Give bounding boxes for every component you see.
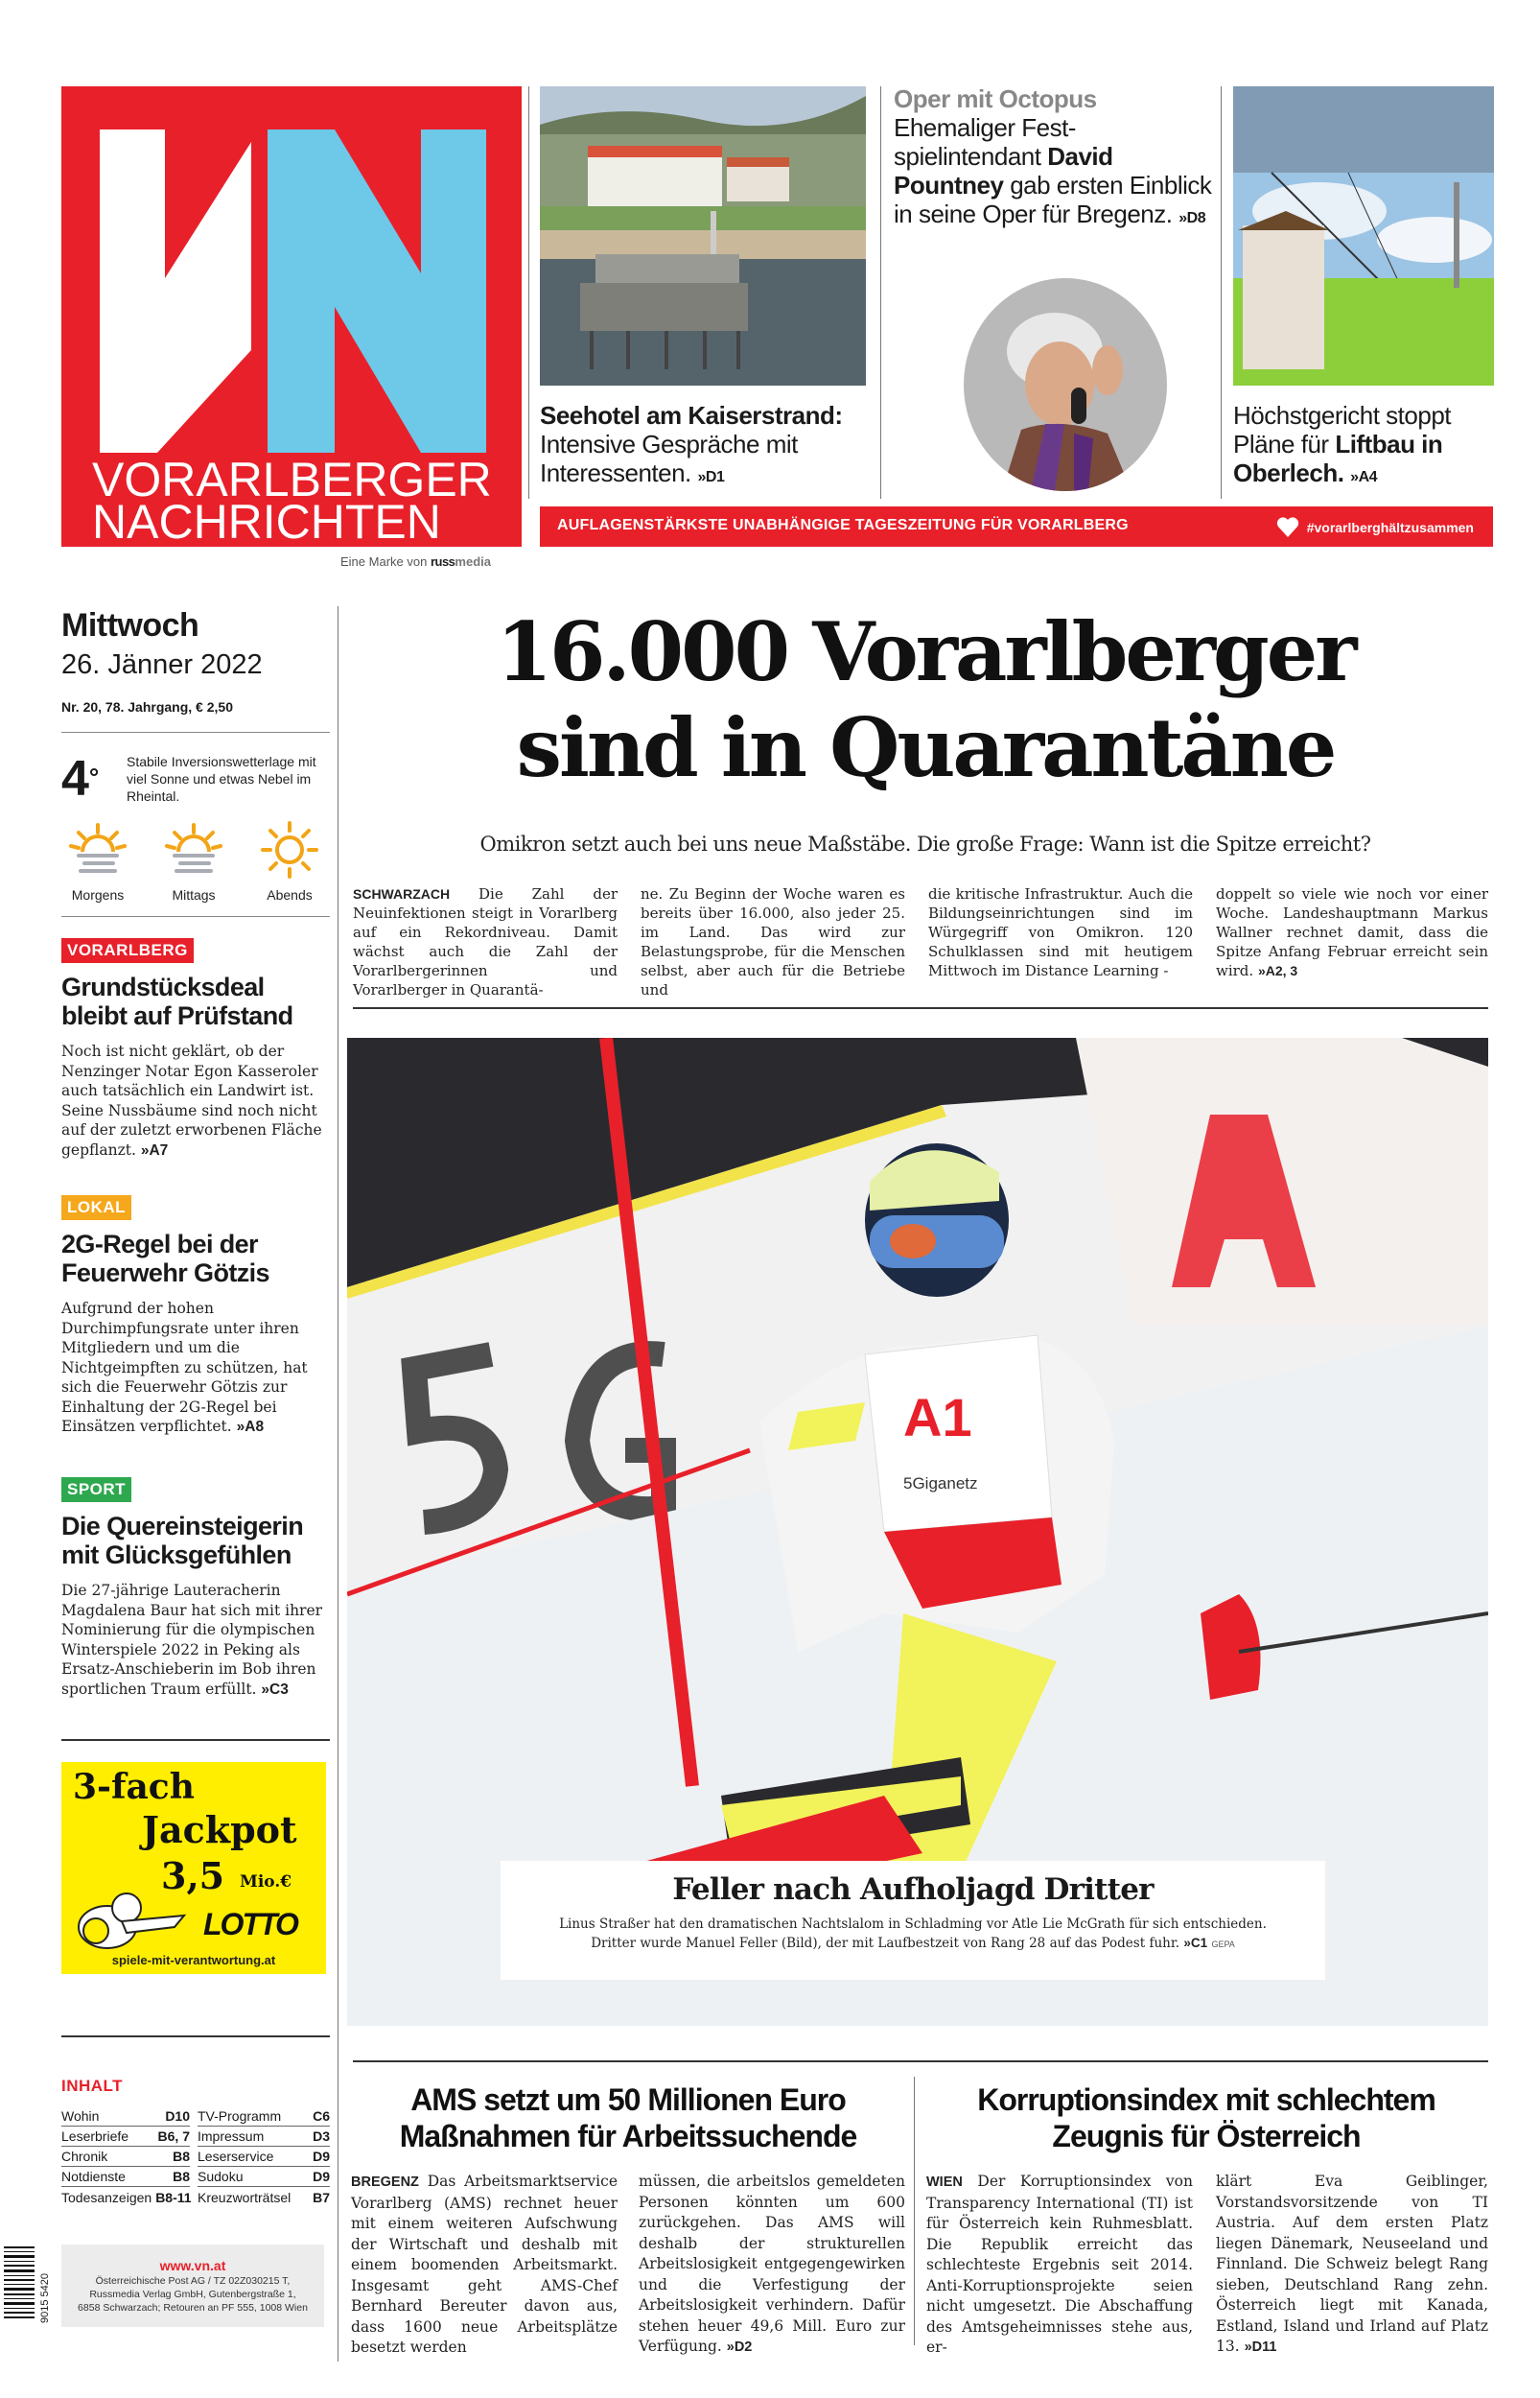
toc-row[interactable] [61, 2167, 190, 2187]
lead-text: Die Zahl der Neuinfektionen steigt in Vorarlberg auf ein Rekordniveau. Damit wächst auch die Zahl der Vorarlbergerinnen und Vorarlberger in Quarantä- [353, 885, 618, 999]
lotto-mascot-icon [69, 1889, 194, 1950]
ams-headline-line-1: AMS setzt um 50 Millionen Euro [410, 2082, 846, 2117]
ams-headline[interactable] [347, 2081, 909, 2154]
divider [880, 86, 881, 499]
issue-info: Nr. 20, 78. Jahrgang, € 2,50 [61, 699, 233, 715]
weekday: Mittwoch [61, 607, 199, 644]
teaser-seehotel[interactable] [540, 401, 871, 492]
toc-label: Leserservice [198, 2149, 274, 2164]
toc-label: Notdienste [61, 2169, 126, 2184]
column-divider [914, 2077, 915, 2345]
barcode-icon [4, 2245, 35, 2321]
sidebar-story-lokal[interactable] [61, 1195, 330, 1438]
date: 26. Jänner 2022 [61, 649, 263, 680]
toc-page: B8 [173, 2149, 190, 2164]
kicker-badge: VORARLBERG [61, 938, 194, 963]
divider [61, 732, 330, 733]
caption-line-2: Dritter wurde Manuel Feller (Bild), der mit Laufbestzeit von Rang 28 auf das Podest fuhr. [591, 1936, 1180, 1951]
toc-label: Kreuzworträtsel [198, 2189, 292, 2205]
ams-headline-line-2: Maßnahmen für Arbeitssuchende [399, 2119, 857, 2153]
weather-description: Stabile Inversionswetterlage mit viel Sonne und etwas Nebel im Rheintal. [127, 754, 316, 804]
story-ref: »A8 [236, 1419, 265, 1435]
lotto-amount: 3,5 [161, 1854, 225, 1897]
lead-dateline: SCHWARZACH [353, 886, 451, 902]
banner-tagline: AUFLAGENSTÄRKSTE UNABHÄNGIGE TAGESZEITUNG FÜR VORARLBERG [557, 517, 1129, 533]
caption-line-1: Linus Straßer hat den dramatischen Nachtslalom in Schladming vor Atle Lie McGrath für sich entschieden. [559, 1916, 1267, 1932]
story-body: Aufgrund der hohen Durchimpfungsrate unter ihren Mitgliedern und um die Nichtgeimpften zu schützen, hat sich die Feuerwehr Götzis zur Einhaltung der 2G-Regel bei Einsätzen verpflichtet. [61, 1300, 308, 1435]
heart-icon [1276, 517, 1299, 538]
story-body: Noch ist nicht geklärt, ob der Nenzinger Notar Egon Kasseroler auch tatsächlich ein Landwirt ist. Seine Nussbäume sind noch nicht auf der zuletzt erworbenen Fläche gepflanzt. [61, 1043, 322, 1159]
teaser-text: Höchstgericht stoppt Pläne für [1233, 401, 1452, 458]
inhalt-title: INHALT [61, 2077, 124, 2095]
divider [528, 86, 529, 499]
banner-hashtag-group[interactable] [1276, 517, 1474, 538]
toc-label: Wohin [61, 2108, 100, 2124]
teaser-text-after: gab ersten Einblick in seine Oper für Bregenz. [894, 171, 1212, 228]
teaser-octopus[interactable] [894, 84, 1215, 233]
toc-label: TV-Programm [198, 2108, 282, 2124]
tagline-banner [540, 506, 1493, 547]
imprint-line-2: Russmedia Verlag GmbH, Gutenbergstraße 1, [89, 2289, 296, 2300]
story-ref: »A7 [140, 1141, 169, 1159]
sun-icon [259, 821, 320, 879]
toc-page: D3 [313, 2128, 330, 2144]
ams-column-1 [351, 2172, 618, 2359]
lotto-ad[interactable] [61, 1762, 326, 1974]
toc-label: Sudoku [198, 2169, 244, 2184]
toc-page: D9 [313, 2149, 330, 2164]
toc-page: B8-11 [155, 2189, 192, 2205]
logo-line-1: VORARLBERGER [92, 453, 492, 506]
weather-label-noon: Mittags [172, 887, 216, 903]
banner-hashtag: #vorarlberghältzusammen [1306, 520, 1474, 535]
website-link[interactable]: www.vn.at [159, 2258, 226, 2273]
lakeside-hotel-photo[interactable] [540, 86, 866, 386]
korruption-column-2 [1216, 2172, 1488, 2359]
story-title: Die Quereinsteigerin mit Glücksgefühlen [61, 1512, 304, 1569]
ams-column-2 [639, 2172, 905, 2359]
toc-label: Todesanzeigen [61, 2189, 152, 2205]
toc-row[interactable] [61, 2127, 190, 2147]
sun-fog-icon [67, 821, 128, 879]
korruption-column-1 [926, 2172, 1193, 2359]
sun-fog-icon [163, 821, 224, 879]
teaser-text: Intensive Gespräche mit Interessenten. [540, 430, 798, 487]
kicker-badge: SPORT [61, 1477, 131, 1502]
toc-page: B7 [313, 2189, 330, 2205]
photo-caption [501, 1861, 1325, 1980]
caption-title[interactable]: Feller nach Aufholjagd Dritter [672, 1872, 1154, 1907]
brand-russ: russ [430, 554, 455, 569]
sidebar-story-vorarlberg[interactable] [61, 938, 330, 1161]
divider [61, 916, 330, 917]
lead-column-3: die kritische Infrastruktur. Auch die Bildungseinrichtungen sind im Würgegriff von Omikron. 120 Schulklassen sind mit heutigem Mittwoch im Distance Learning - [928, 885, 1193, 979]
bib-sub: 5Giganetz [903, 1474, 978, 1493]
temperature [61, 752, 119, 806]
toc-page: D9 [313, 2169, 330, 2184]
imprint-line-3: 6858 Schwarzach; Retouren an PF 555, 1008 Wien [78, 2302, 308, 2314]
story-title: 2G-Regel bei der Feuerwehr Götzis [61, 1230, 269, 1287]
teaser-title: Seehotel am Kaiserstrand: [540, 401, 843, 430]
toc-row[interactable] [198, 2167, 330, 2187]
story-title: Grundstücksdeal bleibt auf Prüfstand [61, 973, 293, 1030]
korruption-ref: »D11 [1244, 2339, 1277, 2355]
story-ref: »C3 [261, 1681, 289, 1698]
lead-column-1 [353, 884, 618, 999]
divider [1221, 86, 1222, 499]
bib-text: A1 [903, 1387, 972, 1447]
caption-text [501, 1915, 1325, 1954]
korruption-headline[interactable] [921, 2081, 1492, 2154]
photo-credit: GEPA [1211, 1940, 1235, 1949]
divider [61, 1739, 330, 1741]
divider [353, 1007, 1488, 1009]
toc-row[interactable] [61, 2147, 190, 2167]
teaser-kicker: Oper mit Octopus [894, 84, 1097, 113]
korruption-headline-line-1: Korruptionsindex mit schlechtem [977, 2082, 1435, 2117]
toc-row[interactable] [198, 2106, 330, 2127]
teaser-text: Ehemaliger Fest-spielintendant [894, 113, 1076, 171]
lead-column-2: ne. Zu Beginn der Woche waren es bereits über 16.000, also jeder 25. im Land. Das wird zur Belastungsprobe, für die Menschen selbst, aber auch für die Betriebe und [641, 885, 905, 999]
korruption-dateline: WIEN [926, 2175, 963, 2190]
toc-left [61, 2106, 190, 2207]
lotto-brand: LOTTO [203, 1907, 297, 1941]
teaser-bold: David Pountney [894, 142, 1113, 200]
korruption-text: Der Korruptionsindex von Transparency International (TI) ist für Österreich kein Ruhmesblatt. Die Republik erreicht das schlechteste Ergebnis seit 2014. Anti-Korruptionsprojekte seien nicht umgesetzt. Die Abschaffung des Amtsgeheimnisses stehe aus, er- [926, 2173, 1193, 2356]
toc-row[interactable] [61, 2187, 190, 2207]
teaser-ref: »D1 [697, 469, 725, 485]
brand-prefix: Eine Marke von [340, 554, 428, 569]
vn-logo[interactable] [61, 86, 522, 547]
toc-row[interactable] [61, 2106, 190, 2127]
ski-lift-meadow-photo[interactable] [1233, 86, 1494, 386]
lotto-url[interactable]: spiele-mit-verantwortung.at [111, 1953, 276, 1967]
toc-page: B8 [173, 2169, 190, 2184]
toc-page: C6 [313, 2108, 330, 2124]
weather-label-morning: Morgens [71, 887, 125, 903]
headline-line-2: sind in Quarantäne [516, 700, 1335, 795]
divider [353, 2060, 1488, 2062]
ams-text: Das Arbeitsmarktservice Vorarlberg (AMS) rechnet heuer mit einem weiteren Aufschwung der Wirtschaft und deshalb mit einem boomenden Arbeitsmarkt. Insgesamt geht AMS-Chef Bernhard Bereuter davon aus, dass 1600 neue Arbeitsplätze besetzt werden [351, 2173, 618, 2356]
story-body: Die 27-jährige Lauteracherin Magdalena Baur hat sich mit ihrer Nominierung für die olympischen Winterspiele 2022 in Peking als Ersatz-Anschieberin im Bob ihren sportlichen Traum erfüllt. [61, 1582, 323, 1698]
teaser-bold: Liftbau in Oberlech. [1233, 430, 1443, 487]
toc-label: Leserbriefe [61, 2128, 129, 2144]
lotto-line-2: Jackpot [142, 1808, 297, 1851]
teaser-liftbau[interactable] [1233, 401, 1511, 492]
toc-row[interactable] [198, 2127, 330, 2147]
degree-symbol: ° [88, 763, 100, 791]
lead-text: doppelt so viele wie noch vor einer Woche. Landeshauptmann Markus Wallner rechnet damit, dass die Spitze Anfang Februar erreicht sein wird. [1216, 885, 1488, 979]
brand-line [340, 554, 491, 569]
toc-page: D10 [165, 2108, 190, 2124]
korruption-headline-line-2: Zeugnis für Österreich [1052, 2119, 1361, 2153]
barcode-number: 9015 5420 [39, 2273, 51, 2323]
temperature-value: 4 [61, 751, 89, 807]
imprint-line-1: Österreichische Post AG / TZ 02Z030215 T, [95, 2275, 291, 2287]
teaser-ref: »D8 [1178, 210, 1206, 226]
toc-label: Impressum [198, 2128, 265, 2144]
lotto-line-1: 3-fach [73, 1767, 195, 1807]
ams-dateline: BREGENZ [351, 2175, 419, 2190]
divider [61, 2035, 330, 2037]
weather-label-evening: Abends [267, 887, 313, 903]
lead-column-4 [1216, 884, 1488, 980]
portrait-photo[interactable] [964, 278, 1167, 491]
headline-line-1: 16.000 Vorarlberger [496, 604, 1355, 699]
toc-row[interactable] [198, 2147, 330, 2167]
logo-line-2: NACHRICHTEN [92, 495, 441, 547]
sidebar-story-sport[interactable] [61, 1477, 330, 1700]
lotto-unit: Mio.€ [240, 1872, 292, 1892]
ams-text: müssen, die arbeitslos gemeldeten Personen könnten um 600 zurückgehen. Das AMS will deshalb der strukturellen Arbeitslosigkeit entgegengewirken und die Verfestigung der Arbeitslosigkeit verhindern. Dafür stehen heuer 49,6 Mill. Euro zur Verfügung. [639, 2173, 905, 2355]
imprint-box [61, 2245, 324, 2327]
caption-ref: »C1 [1183, 1936, 1208, 1950]
toc-row[interactable] [198, 2187, 330, 2207]
toc-right [198, 2106, 330, 2207]
toc-page: B6, 7 [157, 2128, 190, 2144]
ams-ref: »D2 [726, 2339, 753, 2355]
lead-headline[interactable] [355, 604, 1496, 796]
kicker-badge: LOKAL [61, 1195, 131, 1220]
lead-ref: »A2, 3 [1257, 963, 1298, 978]
toc-label: Chronik [61, 2149, 108, 2164]
brand-media: media [455, 554, 491, 569]
korruption-text: klärt Eva Geiblinger, Vorstandsvorsitzende von TI Austria. Auf dem ersten Platz liegen Dänemark, Neuseeland und Finnland. Die Schweiz belegt Rang sieben, Deutschland Rang zehn. Österreich liegt mit Kanada, Estland, Island und Irland auf Platz 13. [1216, 2173, 1488, 2355]
barcode [4, 2245, 54, 2325]
lead-subhead: Omikron setzt auch bei uns neue Maßstäbe. Die große Frage: Wann ist die Spitze erreicht? [479, 833, 1371, 856]
teaser-ref: »A4 [1350, 469, 1378, 485]
